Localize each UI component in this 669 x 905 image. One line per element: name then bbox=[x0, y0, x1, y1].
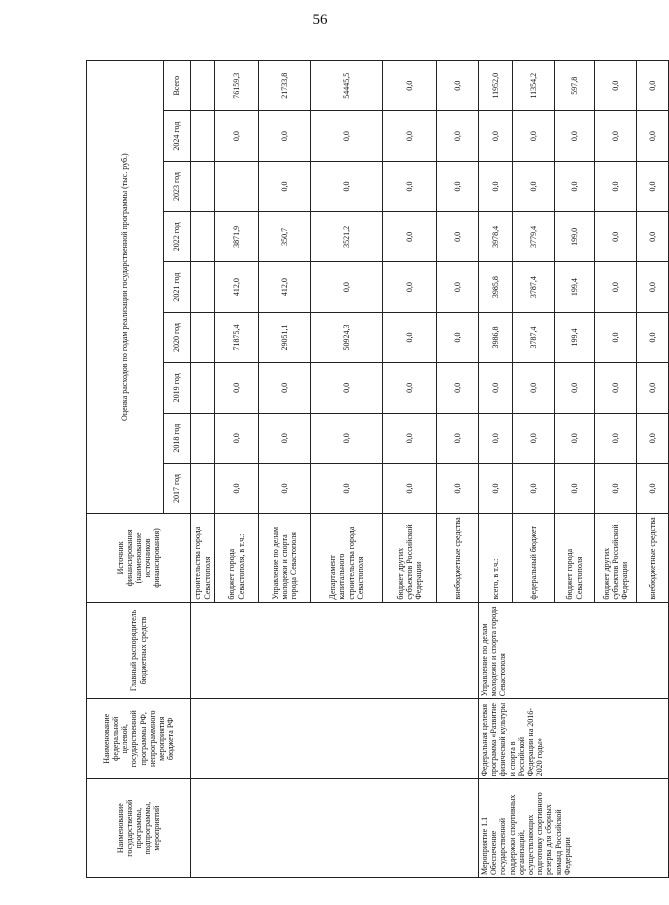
cell-value: 0,0 bbox=[311, 363, 383, 413]
cell-value: 0,0 bbox=[383, 363, 437, 413]
cell-value: 0,0 bbox=[637, 111, 669, 161]
cell-value: 0,0 bbox=[311, 111, 383, 161]
cell-source: внебюджетные средства bbox=[637, 514, 669, 602]
header-year: 2022 год bbox=[164, 212, 191, 262]
cell-value: 0,0 bbox=[383, 212, 437, 262]
cell-value: 0,0 bbox=[259, 161, 311, 211]
cell-value: 0,0 bbox=[595, 262, 637, 312]
cell-total: 76159,3 bbox=[215, 61, 259, 111]
cell-value: 0,0 bbox=[479, 413, 513, 463]
cell-value: 71875,4 bbox=[215, 312, 259, 362]
cell-value: 0,0 bbox=[259, 363, 311, 413]
cell-value: 0,0 bbox=[595, 161, 637, 211]
cell-source: бюджет города Севастополя, в т.ч.: bbox=[215, 514, 259, 602]
cell-source: внебюджетные средства bbox=[437, 514, 479, 602]
cell-grbs bbox=[191, 602, 479, 699]
cell-value: 199,4 bbox=[555, 312, 595, 362]
rotated-budget-table bbox=[86, 60, 657, 878]
cell-value: 0,0 bbox=[383, 413, 437, 463]
cell-value: 0,0 bbox=[437, 111, 479, 161]
cell-value: 0,0 bbox=[437, 363, 479, 413]
cell-value: 0,0 bbox=[555, 413, 595, 463]
budget-table bbox=[86, 60, 669, 878]
cell-value: 412,0 bbox=[259, 262, 311, 312]
cell-value bbox=[191, 161, 215, 211]
cell-source: бюджет других субъектов Российской Федерации bbox=[383, 514, 437, 602]
cell-value: 0,0 bbox=[383, 312, 437, 362]
cell-value bbox=[215, 161, 259, 211]
cell-value: 199,0 bbox=[555, 212, 595, 262]
cell-value: 0,0 bbox=[637, 212, 669, 262]
cell-value: 0,0 bbox=[311, 262, 383, 312]
cell-value: 0,0 bbox=[479, 463, 513, 513]
header-grbs: Главный распорядитель бюджетных средств bbox=[87, 602, 191, 699]
cell-value: 0,0 bbox=[637, 463, 669, 513]
cell-value: 0,0 bbox=[437, 212, 479, 262]
header-year: 2023 год bbox=[164, 161, 191, 211]
header-year: 2018 год bbox=[164, 413, 191, 463]
cell-value: 350,7 bbox=[259, 212, 311, 262]
cell-value: 0,0 bbox=[637, 312, 669, 362]
cell-value: 3779,4 bbox=[513, 212, 555, 262]
cell-value: 0,0 bbox=[513, 363, 555, 413]
cell-value bbox=[191, 111, 215, 161]
cell-value: 0,0 bbox=[383, 262, 437, 312]
cell-total: 54445,5 bbox=[311, 61, 383, 111]
cell-value: 0,0 bbox=[555, 363, 595, 413]
cell-value bbox=[191, 463, 215, 513]
cell-value: 3986,8 bbox=[479, 312, 513, 362]
cell-value: 0,0 bbox=[215, 463, 259, 513]
cell-value: 0,0 bbox=[437, 463, 479, 513]
cell-value: 199,4 bbox=[555, 262, 595, 312]
cell-value: 0,0 bbox=[555, 161, 595, 211]
cell-value: 412,0 bbox=[215, 262, 259, 312]
header-year: 2019 год bbox=[164, 363, 191, 413]
cell-value: 0,0 bbox=[259, 413, 311, 463]
cell-value: 0,0 bbox=[555, 111, 595, 161]
cell-value: 0,0 bbox=[595, 413, 637, 463]
cell-value: 0,0 bbox=[383, 111, 437, 161]
cell-federal: Федеральная целевая программа «Развитие физической культуры и спорта в Российской Федерации на 2016-2020 годы» bbox=[479, 699, 669, 779]
cell-source: бюджет города Севастополя bbox=[555, 514, 595, 602]
cell-value: 0,0 bbox=[595, 212, 637, 262]
cell-value: 0,0 bbox=[513, 111, 555, 161]
table-row bbox=[191, 61, 215, 878]
cell-value bbox=[191, 212, 215, 262]
cell-name bbox=[191, 779, 479, 878]
cell-value: 0,0 bbox=[437, 262, 479, 312]
cell-source: Управление по делам молодежи и спорта города Севастополя bbox=[259, 514, 311, 602]
cell-value: 0,0 bbox=[311, 413, 383, 463]
cell-source: Департамент капитального строительства города Севастополя bbox=[311, 514, 383, 602]
cell-value: 0,0 bbox=[259, 463, 311, 513]
cell-value: 0,0 bbox=[437, 312, 479, 362]
cell-value: 0,0 bbox=[637, 161, 669, 211]
cell-value bbox=[191, 312, 215, 362]
cell-value: 0,0 bbox=[637, 363, 669, 413]
cell-total: 11952,0 bbox=[479, 61, 513, 111]
header-source: Источник финансирования (наименование источников финансирования) bbox=[87, 514, 191, 602]
cell-value: 0,0 bbox=[437, 413, 479, 463]
cell-total: 21733,8 bbox=[259, 61, 311, 111]
cell-federal bbox=[191, 699, 479, 779]
header-year: 2020 год bbox=[164, 312, 191, 362]
cell-value: 0,0 bbox=[513, 463, 555, 513]
cell-source: федеральный бюджет bbox=[513, 514, 555, 602]
cell-value: 0,0 bbox=[595, 363, 637, 413]
header-year: 2017 год bbox=[164, 463, 191, 513]
cell-total: 0,0 bbox=[595, 61, 637, 111]
cell-value: 0,0 bbox=[555, 463, 595, 513]
cell-value: 0,0 bbox=[215, 111, 259, 161]
cell-value: 0,0 bbox=[383, 463, 437, 513]
cell-value: 0,0 bbox=[595, 312, 637, 362]
cell-value: 0,0 bbox=[479, 363, 513, 413]
page-number: 56 bbox=[312, 12, 328, 28]
cell-value: 0,0 bbox=[259, 111, 311, 161]
cell-total: 597,8 bbox=[555, 61, 595, 111]
header-name: Наименование государственной программы, подпрограммы, мероприятий bbox=[87, 779, 191, 878]
cell-source: всего, в т.ч.: bbox=[479, 514, 513, 602]
cell-value: 3787,4 bbox=[513, 312, 555, 362]
header-federal: Наименование федеральной целевой, государственной программы РФ, непрограммного мероприятия бюджета РФ bbox=[87, 699, 191, 779]
table-body bbox=[191, 61, 669, 878]
cell-value: 0,0 bbox=[595, 463, 637, 513]
cell-value: 0,0 bbox=[215, 413, 259, 463]
cell-value: 3521,2 bbox=[311, 212, 383, 262]
cell-value: 0,0 bbox=[479, 111, 513, 161]
header-year: 2021 год bbox=[164, 262, 191, 312]
cell-value: 3978,4 bbox=[479, 212, 513, 262]
cell-value bbox=[191, 363, 215, 413]
cell-value: 0,0 bbox=[311, 463, 383, 513]
cell-value: 0,0 bbox=[215, 363, 259, 413]
cell-value: 3985,8 bbox=[479, 262, 513, 312]
cell-value: 0,0 bbox=[383, 161, 437, 211]
cell-source: бюджет других субъектов Российской Федерации bbox=[595, 514, 637, 602]
cell-grbs: Управление по делам молодежи и спорта города Севастополя bbox=[479, 602, 669, 699]
header-total: Всего bbox=[164, 61, 191, 111]
cell-total: 0,0 bbox=[383, 61, 437, 111]
cell-total: 0,0 bbox=[637, 61, 669, 111]
cell-value: 0,0 bbox=[595, 111, 637, 161]
cell-total: 0,0 bbox=[437, 61, 479, 111]
cell-value: 0,0 bbox=[437, 161, 479, 211]
cell-total bbox=[191, 61, 215, 111]
header-estimate: Оценка расходов по годам реализации государственной программы (тыс. руб.) bbox=[87, 61, 164, 514]
table-row bbox=[479, 61, 513, 878]
cell-value: 0,0 bbox=[513, 413, 555, 463]
cell-value: 50924,3 bbox=[311, 312, 383, 362]
cell-value: 0,0 bbox=[637, 413, 669, 463]
cell-total: 11354,2 bbox=[513, 61, 555, 111]
cell-value: 0,0 bbox=[637, 262, 669, 312]
cell-value: 0,0 bbox=[479, 161, 513, 211]
cell-value: 3871,9 bbox=[215, 212, 259, 262]
header-year: 2024 год bbox=[164, 111, 191, 161]
cell-value bbox=[191, 262, 215, 312]
cell-source: строительства города Севастополя bbox=[191, 514, 215, 602]
cell-value: 0,0 bbox=[513, 161, 555, 211]
cell-value: 29051,1 bbox=[259, 312, 311, 362]
cell-value bbox=[191, 413, 215, 463]
cell-value: 3787,4 bbox=[513, 262, 555, 312]
cell-name: Мероприятие 1.1 Обеспечение государственной поддержки спортивных организаций, осуществляющих подготовку спортивного резерва для сборных команд Российской Федерации bbox=[479, 779, 669, 878]
cell-value: 0,0 bbox=[311, 161, 383, 211]
